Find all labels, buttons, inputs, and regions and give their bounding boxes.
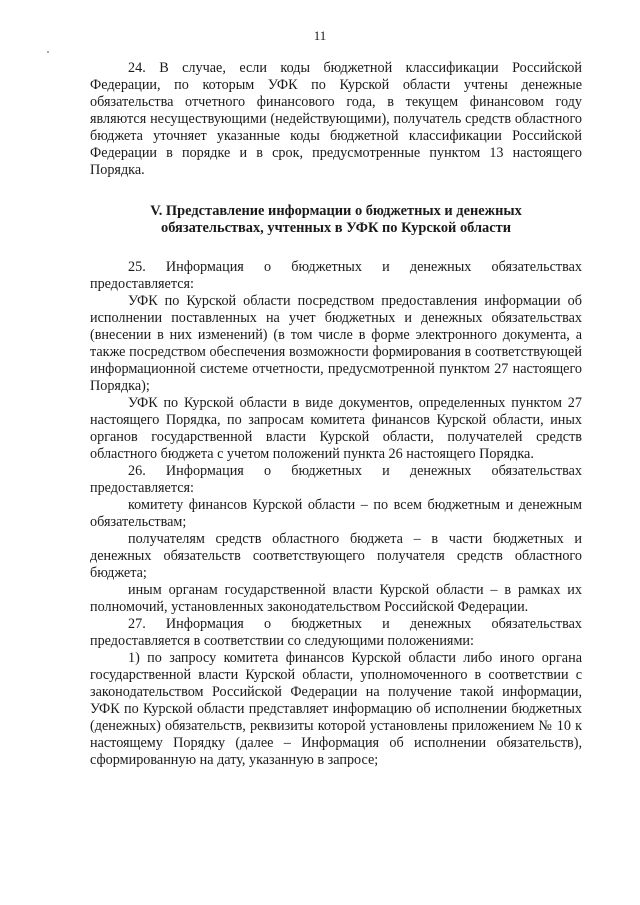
paragraph-25-item-b: УФК по Курской области в виде документов, определенных пунктом 27 настоящего Порядка, по запросам комитета финансов Курской области, иных органов государственной власти Курской области, получателей средств областного бюджета с учетом положений пункта 26 настоящего Порядка. <box>90 395 582 462</box>
paragraph-25-item-a: УФК по Курской области посредством предоставления информации об исполнении поставленных на учет бюджетных и денежных обязательствах (внесении в них изменений) (в том числе в форме электронного документа, а также посредством обеспечения возможности формирования в соответствующей информационной системе отчетности, предусмотренной пунктом 27 настоящего Порядка); <box>90 293 582 394</box>
paragraph-26-item-a: комитету финансов Курской области – по всем бюджетным и денежным обязательствам; <box>90 497 582 530</box>
paragraph-26: 26. Информация о бюджетных и денежных обязательствах предоставляется: <box>90 463 582 496</box>
paragraph-27-item-1: 1) по запросу комитета финансов Курской области либо иного органа государственной власти Курской области, уполномоченного в соответствии с законодательством Российской Федерации на получение такой информации, УФК по Курской области представляет информацию об исполнении бюджетных (денежных) обязательств, реквизиты которой установлены приложением № 10 к настоящему Порядку (далее – Информация об исполнении обязательств), сформированную на дату, указанную в запросе; <box>90 650 582 768</box>
paragraph-26-item-c: иным органам государственной власти Курской области – в рамках их полномочий, установленных законодательством Российской Федерации. <box>90 582 582 615</box>
paragraph-25: 25. Информация о бюджетных и денежных обязательствах предоставляется: <box>90 259 582 292</box>
page-content <box>90 60 582 769</box>
page-number: 11 <box>313 28 327 43</box>
paragraph-26-item-b: получателям средств областного бюджета – в части бюджетных и денежных обязательств соответствующего получателя средств областного бюджета; <box>90 531 582 581</box>
section-heading: V. Представление информации о бюджетных и денежных обязательствах, учтенных в УФК по Курской области <box>150 203 522 236</box>
scan-speck <box>47 51 49 53</box>
paragraph-27: 27. Информация о бюджетных и денежных обязательствах предоставляется в соответствии со следующими положениями: <box>90 616 582 649</box>
paragraph-24: 24. В случае, если коды бюджетной классификации Российской Федерации, по которым УФК по Курской области учтены денежные обязательства отчетного финансового года, в текущем финансовом году являются несуществующими (недействующими), получатель средств областного бюджета уточняет указанные коды бюджетной классификации Российской Федерации в порядке и в срок, предусмотренные пунктом 13 настоящего Порядка. <box>90 60 582 178</box>
